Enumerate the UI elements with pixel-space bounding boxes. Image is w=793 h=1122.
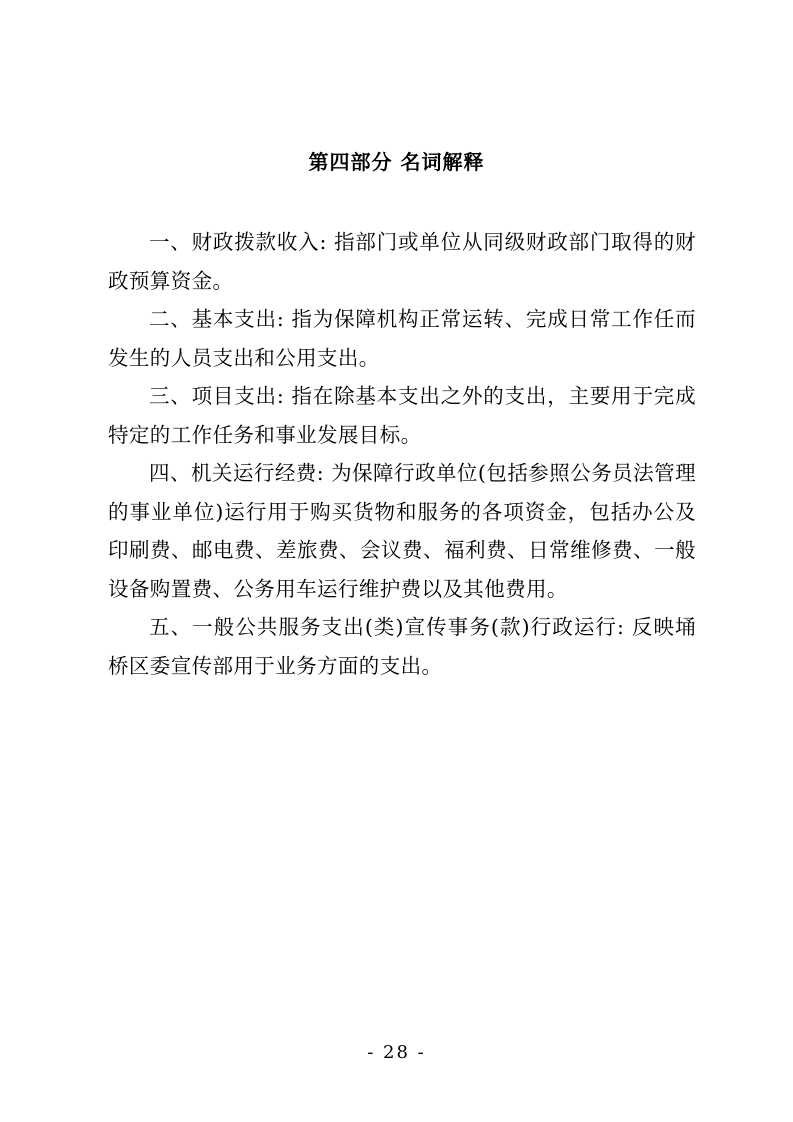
document-body bbox=[108, 223, 696, 685]
page-title: 第四部分 名词解释 bbox=[308, 150, 485, 174]
paragraph-fiscal-appropriation-income: 一、财政拨款收入: 指部门或单位从同级财政部门取得的财政预算资金。 bbox=[108, 230, 696, 293]
paragraph-general-public-service-expenditure: 五、一般公共服务支出(类)宣传事务(款)行政运行: 反映埇桥区委宣传部用于业务方面的支出。 bbox=[108, 615, 696, 678]
paragraph-basic-expenditure: 二、基本支出: 指为保障机构正常运转、完成日常工作任而发生的人员支出和公用支出。 bbox=[108, 307, 696, 370]
page-number: - 28 - bbox=[367, 1042, 426, 1063]
paragraph-agency-operating-funds: 四、机关运行经费: 为保障行政单位(包括参照公务员法管理的事业单位)运行用于购买货物和服务的各项资金，包括办公及印刷费、邮电费、差旅费、会议费、福利费、日常维修费、一般设备购置费、公务用车运行维护费以及其他费用。 bbox=[108, 461, 696, 601]
paragraph-project-expenditure: 三、项目支出: 指在除基本支出之外的支出，主要用于完成特定的工作任务和事业发展目标。 bbox=[108, 384, 696, 447]
